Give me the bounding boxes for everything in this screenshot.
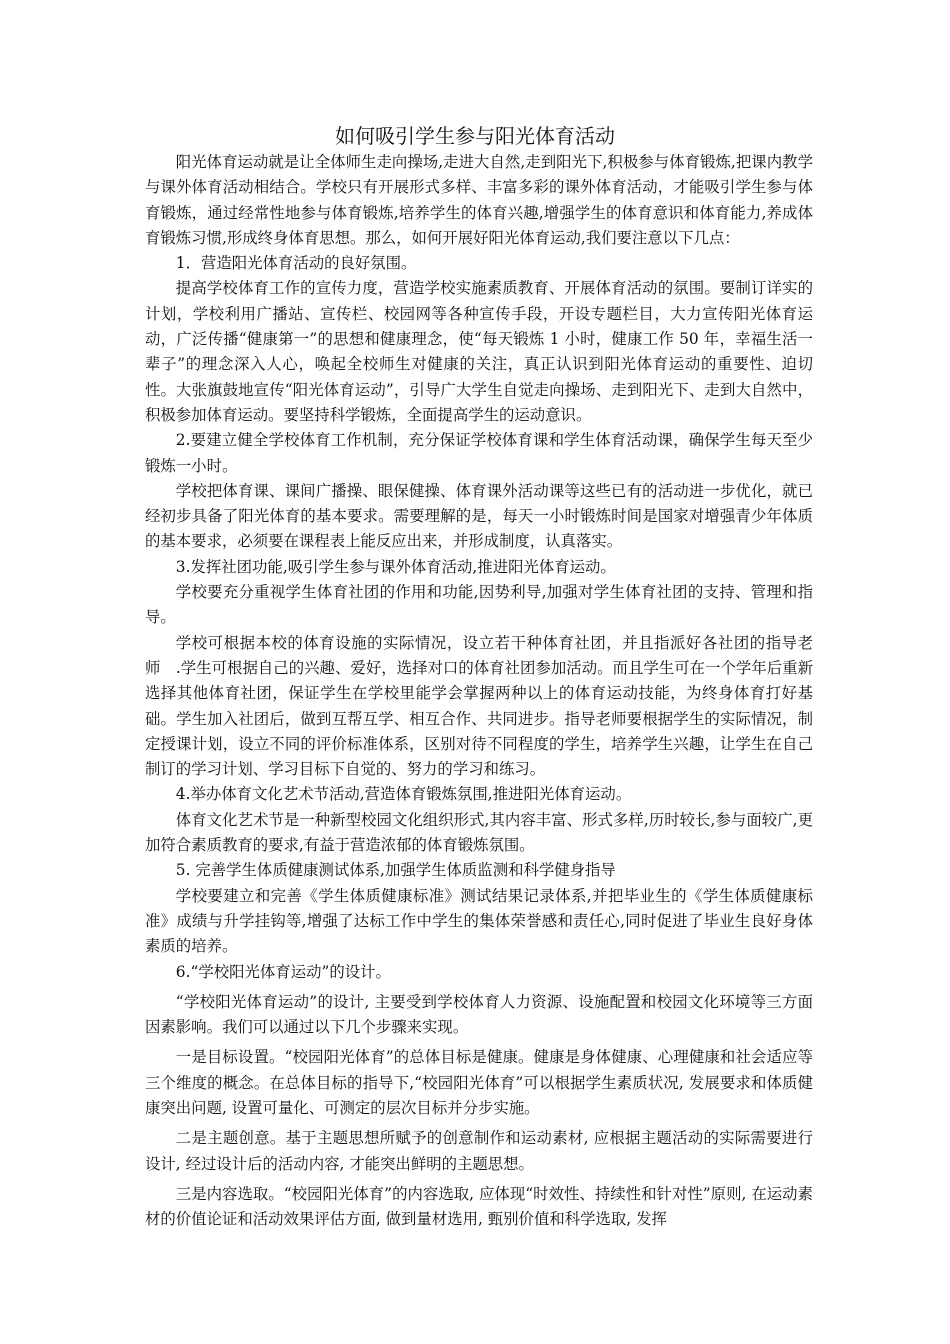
paragraph-5: 学校要建立和完善《学生体质健康标准》测试结果记录体系,并把毕业生的《学生体质健康标准》成绩与升学挂钩等,增强了达标工作中学生的集体荣誉感和责任心,同时促进了毕业生良好身体素质的培养。 <box>145 886 813 956</box>
document-body <box>145 150 813 1232</box>
paragraph-1: 提高学校体育工作的宣传力度，营造学校实施素质教育、开展体育活动的氛围。要制订详实的计划，学校利用广播站、宣传栏、校园网等各种宣传手段，开设专题栏目，大力宣传阳光体育运动，广泛传播“健康第一”的思想和健康理念，使“每天锻炼 1 小时，健康工作 50 年，幸福生活一辈子”的理念深入人心，唤起全校师生对健康的关注，真正认识到阳光体育运动的重要性、迫切性。大张旗鼓地宣传“阳光体育运动”，引导广大学生自觉走向操场、走到阳光下、走到大自然中，积极参加体育运动。要坚持科学锻炼，全面提高学生的运动意识。 <box>145 279 813 424</box>
paragraph-6: “学校阳光体育运动”的设计, 主要受到学校体育人力资源、设施配置和校园文化环境等三方面因素影响。我们可以通过以下几个步骤来实现。 <box>145 992 813 1037</box>
heading-3: 3.发挥社团功能,吸引学生参与课外体育活动,推进阳光体育运动。 <box>175 557 616 576</box>
heading-5: 5. 完善学生体质健康测试体系,加强学生体质监测和科学健身指导 <box>175 861 616 880</box>
paragraph-step-1: 一是目标设置。“校园阳光体育”的总体目标是健康。健康是身体健康、心理健康和社会适应等三个维度的概念。在总体目标的指导下,“校园阳光体育”可以根据学生素质状况, 发展要求和体质健康突出问题, 设置可量化、可测定的层次目标并分步实施。 <box>145 1048 813 1117</box>
paragraph-3a: 学校要充分重视学生体育社团的作用和功能,因势利导,加强对学生体育社团的支持、管理和指导。 <box>145 583 813 627</box>
paragraph-step-2: 二是主题创意。基于主题思想所赋予的创意制作和运动素材, 应根据主题活动的实际需要进行设计, 经过设计后的活动内容, 才能突出鲜明的主题思想。 <box>145 1129 813 1173</box>
heading-6: 6.“学校阳光体育运动”的设计。 <box>175 962 391 981</box>
paragraph-intro: 阳光体育运动就是让全体师生走向操场,走进大自然,走到阳光下,积极参与体育锻炼,把课内教学与课外体育活动相结合。学校只有开展形式多样、丰富多彩的课外体育活动，才能吸引学生参与体育锻炼，通过经常性地参与体育锻炼,培养学生的体育兴趣,增强学生的体育意识和体育能力,养成体育锻炼习惯,形成终身体育思想。那么，如何开展好阳光体育运动,我们要注意以下几点： <box>145 153 813 247</box>
paragraph-step-3: 三是内容选取。“校园阳光体育”的内容选取, 应体现“时效性、持续性和针对性”原则, 在运动素材的价值论证和活动效果评估方面, 做到量材选用, 甄别价值和科学选取, 发挥 <box>145 1184 813 1229</box>
heading-4: 4.举办体育文化艺术节活动,营造体育锻炼氛围,推进阳光体育运动。 <box>175 785 632 804</box>
paragraph-3b: 学校可根据本校的体育设施的实际情况，设立若干种体育社团，并且指派好各社团的指导老师 .学生可根据自己的兴趣、爱好，选择对口的体育社团参加活动。而且学生可在一个学年后重新选择其他体育社团，保证学生在学校里能学会掌握两种以上的体育运动技能，为终身体育打好基础。学生加入社团后，做到互帮互学、相互合作、共同进步。指导老师要根据学生的实际情况，制定授课计划，设立不同的评价标准体系，区别对待不同程度的学生，培养学生兴趣，让学生在自己制订的学习计划、学习目标下自觉的、努力的学习和练习。 <box>145 633 813 779</box>
paragraph-4: 体育文化艺术节是一种新型校园文化组织形式,其内容丰富、形式多样,历时较长,参与面较广,更加符合素质教育的要求,有益于营造浓郁的体育锻炼氛围。 <box>145 810 813 855</box>
heading-1: 1．营造阳光体育活动的良好氛围。 <box>175 254 417 273</box>
heading-2: 2.要建立健全学校体育工作机制，充分保证学校体育课和学生体育活动课，确保学生每天至少锻炼一小时。 <box>145 431 813 475</box>
document-title: 如何吸引学生参与阳光体育活动 <box>335 124 615 148</box>
paragraph-2: 学校把体育课、课间广播操、眼保健操、体育课外活动课等这些已有的活动进一步优化，就已经初步具备了阳光体育的基本要求。需要理解的是，每天一小时锻炼时间是国家对增强青少年体质的基本要求，必须要在课程表上能反应出来，并形成制度，认真落实。 <box>145 481 813 551</box>
